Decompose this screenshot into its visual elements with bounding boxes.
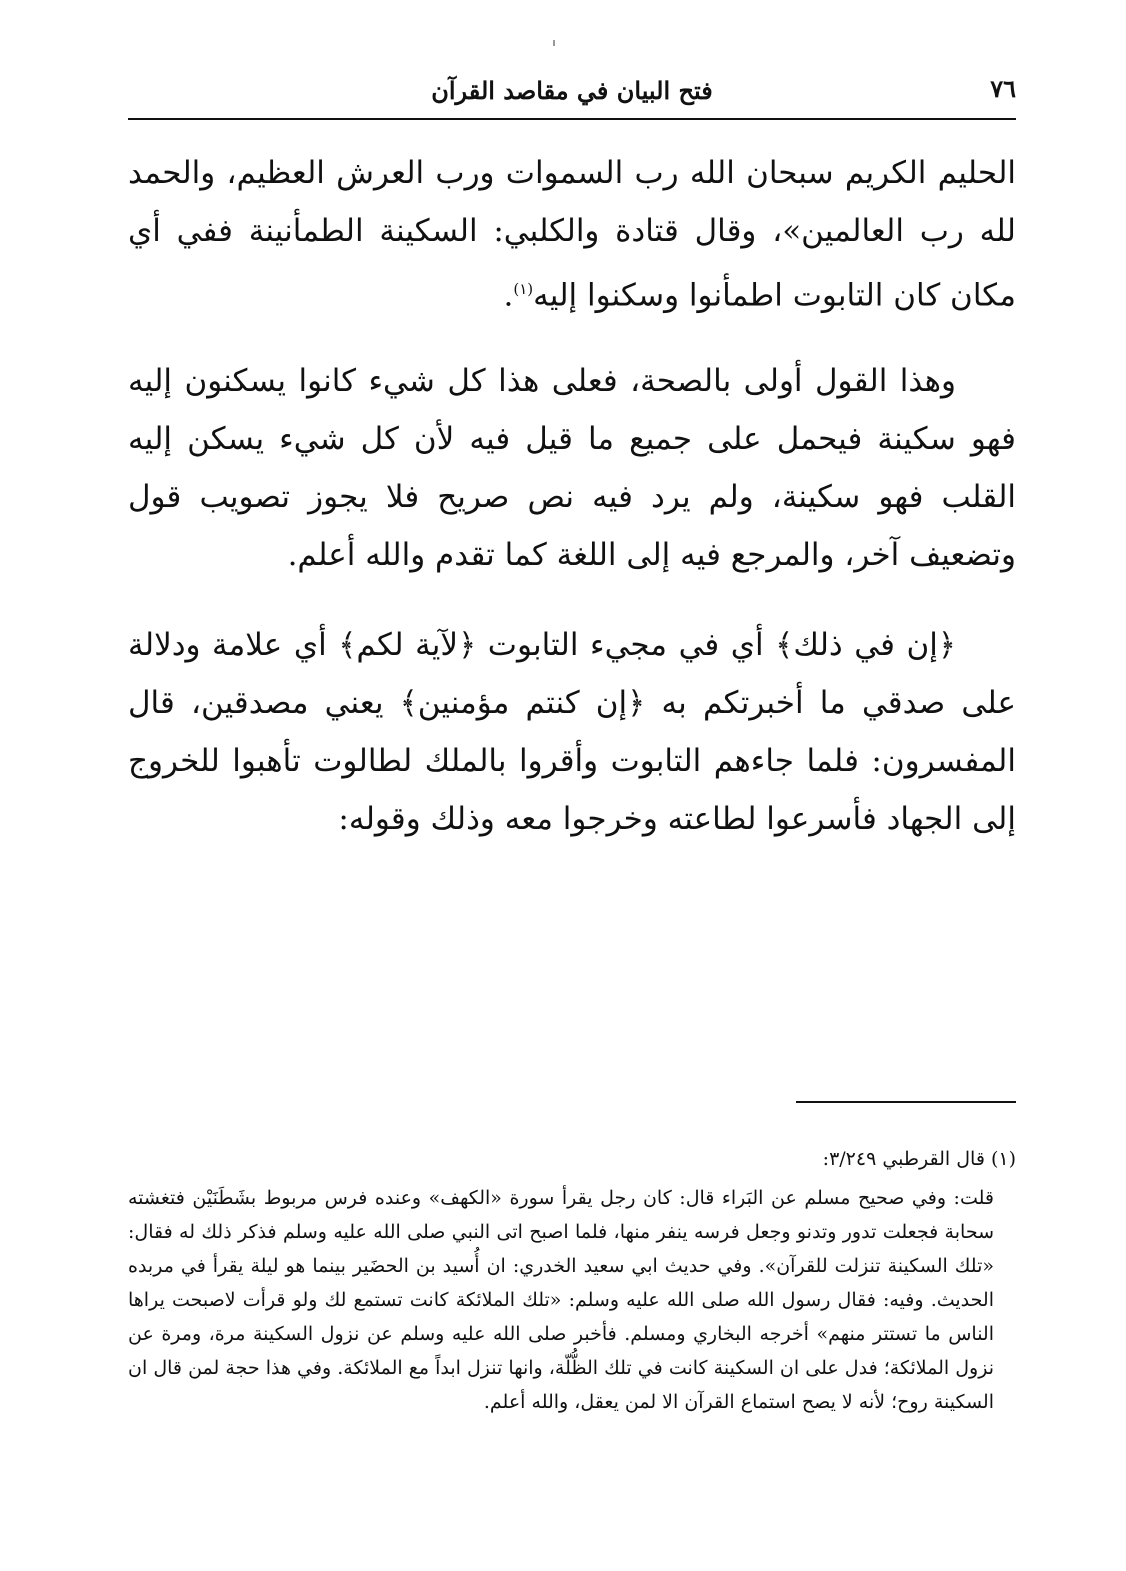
footnote-body: قلت: وفي صحيح مسلم عن البَراء قال: كان رجل يقرأ سورة «الكهف» وعنده فرس مربوط بشَطَنَيْن فتغشته سحابة فجعلت تدور وتدنو وجعل فرسه ينفر منها، فلما اصبح اتى النبي صلى الله عليه وسلم فذكر ذلك له فقال: «تلك السكينة تنزلت للقرآن». وفي حديث ابي سعيد الخدري: ان أُسيد بن الحضَير بينما هو ليلة يقرأ في مربده الحديث. وفيه: فقال رسول الله صلى الله عليه وسلم: «تلك الملائكة كانت تستمع لك ولو قرأت لاصبحت يراها الناس ما تستتر منهم» أخرجه البخاري ومسلم. فأخبر صلى الله عليه وسلم عن نزول السكينة مرة، ومرة عن نزول الملائكة؛ فدل على ان السكينة كانت في تلك الظُّلّة، وانها تنزل ابداً مع الملائكة. وفي هذا حجة لمن قال ان السكينة روح؛ لأنه لا يصح استماع القرآن الا لمن يعقل، والله أعلم. — [128, 1187, 994, 1413]
paragraph-1 — [128, 144, 1016, 324]
paragraph-1-text: الحليم الكريم سبحان الله رب السموات ورب العرش العظيم، والحمد لله رب العالمين»، وقال قتادة والكلبي: السكينة الطمأنينة ففي أي مكان كان التابوت اطمأنوا وسكنوا إليه — [128, 155, 1017, 314]
footnote-heading: (١) قال القرطبي ٣/٢٤٩: — [822, 1148, 1016, 1170]
page-header — [128, 70, 1016, 120]
paragraph-3 — [128, 616, 1016, 848]
footnote-separator — [796, 1101, 1016, 1103]
scan-mark — [553, 40, 555, 46]
paragraph-2-text: وهذا القول أولى بالصحة، فعلى هذا كل شيء كانوا يسكنون إليه فهو سكينة فيحمل على جميع ما قيل فيه لأن كل شيء يسكن إليه القلب فهو سكينة، ولم يرد فيه نص صريح فلا يجوز تصويب قول وتضعيف آخر، والمرجع فيه إلى اللغة كما تقدم والله أعلم. — [128, 363, 1016, 573]
paragraph-2 — [128, 352, 1016, 584]
footnote-reference: (١) — [513, 280, 534, 298]
page-number: ٧٦ — [990, 74, 1016, 103]
paragraph-1-end: . — [503, 277, 514, 314]
running-title: فتح البيان في مقاصد القرآن — [431, 76, 713, 105]
paragraph-3-text: ﴿إن في ذلك﴾ أي في مجيء التابوت ﴿لآية لكم﴾ أي علامة ودلالة على صدقي ما أخبرتكم به ﴿إن كنتم مؤمنين﴾ يعني مصدقين، قال المفسرون: فلما جاءهم التابوت وأقروا بالملك لطالوت تأهبوا للخروج إلى الجهاد فأسرعوا لطاعته وخرجوا معه وذلك وقوله: — [128, 627, 1016, 837]
